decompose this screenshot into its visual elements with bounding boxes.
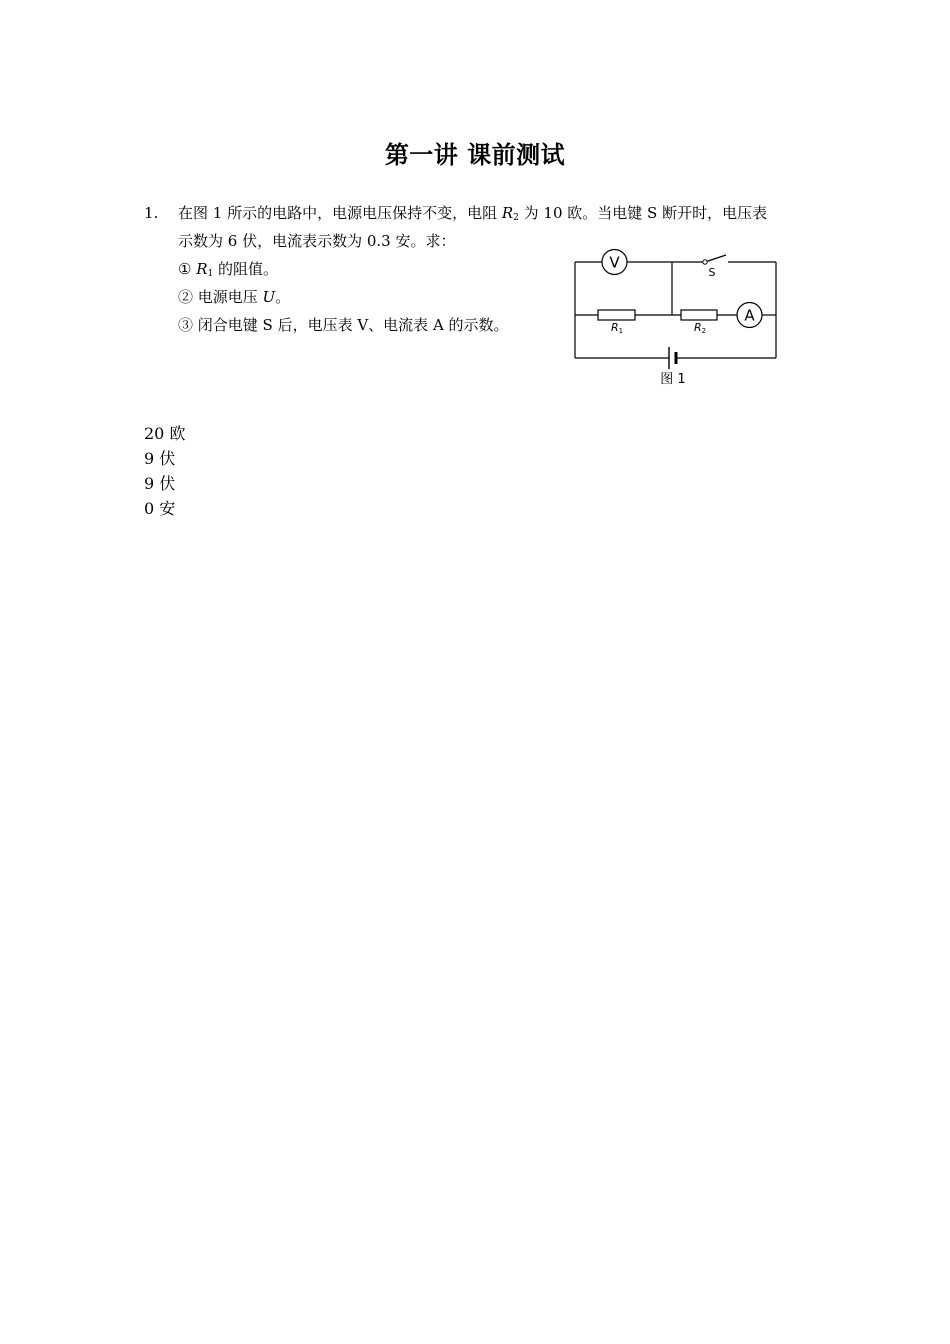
r2-label [694,321,706,335]
switch-pivot [703,260,707,264]
figure-caption: 图 1 [660,372,686,387]
answer-3: 9 伏 [144,474,176,493]
voltage-variable: U [262,288,276,306]
r1-label-var: R [611,321,619,334]
voltmeter-label: V [609,253,620,272]
r2-label-sub: 2 [701,327,707,335]
ammeter-label: A [744,306,755,325]
switch-blade [705,255,726,262]
r2-variable: R [501,204,514,222]
r2-label-var: R [694,321,702,334]
sub-question-3: ③ 闭合电键 S 后，电压表 V、电流表 A 的示数。 [178,316,509,334]
resistor-r2 [681,310,717,320]
r1-label [611,321,623,335]
answer-1: 20 欧 [144,424,186,443]
sub-question-1-prefix: ① [178,260,197,278]
sub-question-2-suffix: 。 [275,288,291,306]
r1-variable: R [196,260,208,278]
question-line-1-text-a: 在图 1 所示的电路中，电源电压保持不变，电阻 [178,204,502,222]
r2-subscript: 2 [513,213,519,223]
answer-4: 0 安 [144,499,176,518]
question-number: 1. [144,204,159,222]
resistor-r1 [598,310,635,320]
r1-subscript: 1 [207,269,214,279]
sub-question-2-prefix: ② 电源电压 [178,288,263,306]
question-line-2: 示数为 6 伏，电流表示数为 0.3 安。求： [178,232,456,250]
switch-label: S [708,266,716,279]
r1-label-sub: 1 [618,327,624,335]
sub-question-1-suffix: 的阻值。 [213,260,279,278]
question-line-1-text-b: 为 10 欧。当电键 S 断开时，电压表 [518,204,768,222]
answer-2: 9 伏 [144,449,176,468]
page-title: 第一讲 课前测试 [384,141,566,169]
